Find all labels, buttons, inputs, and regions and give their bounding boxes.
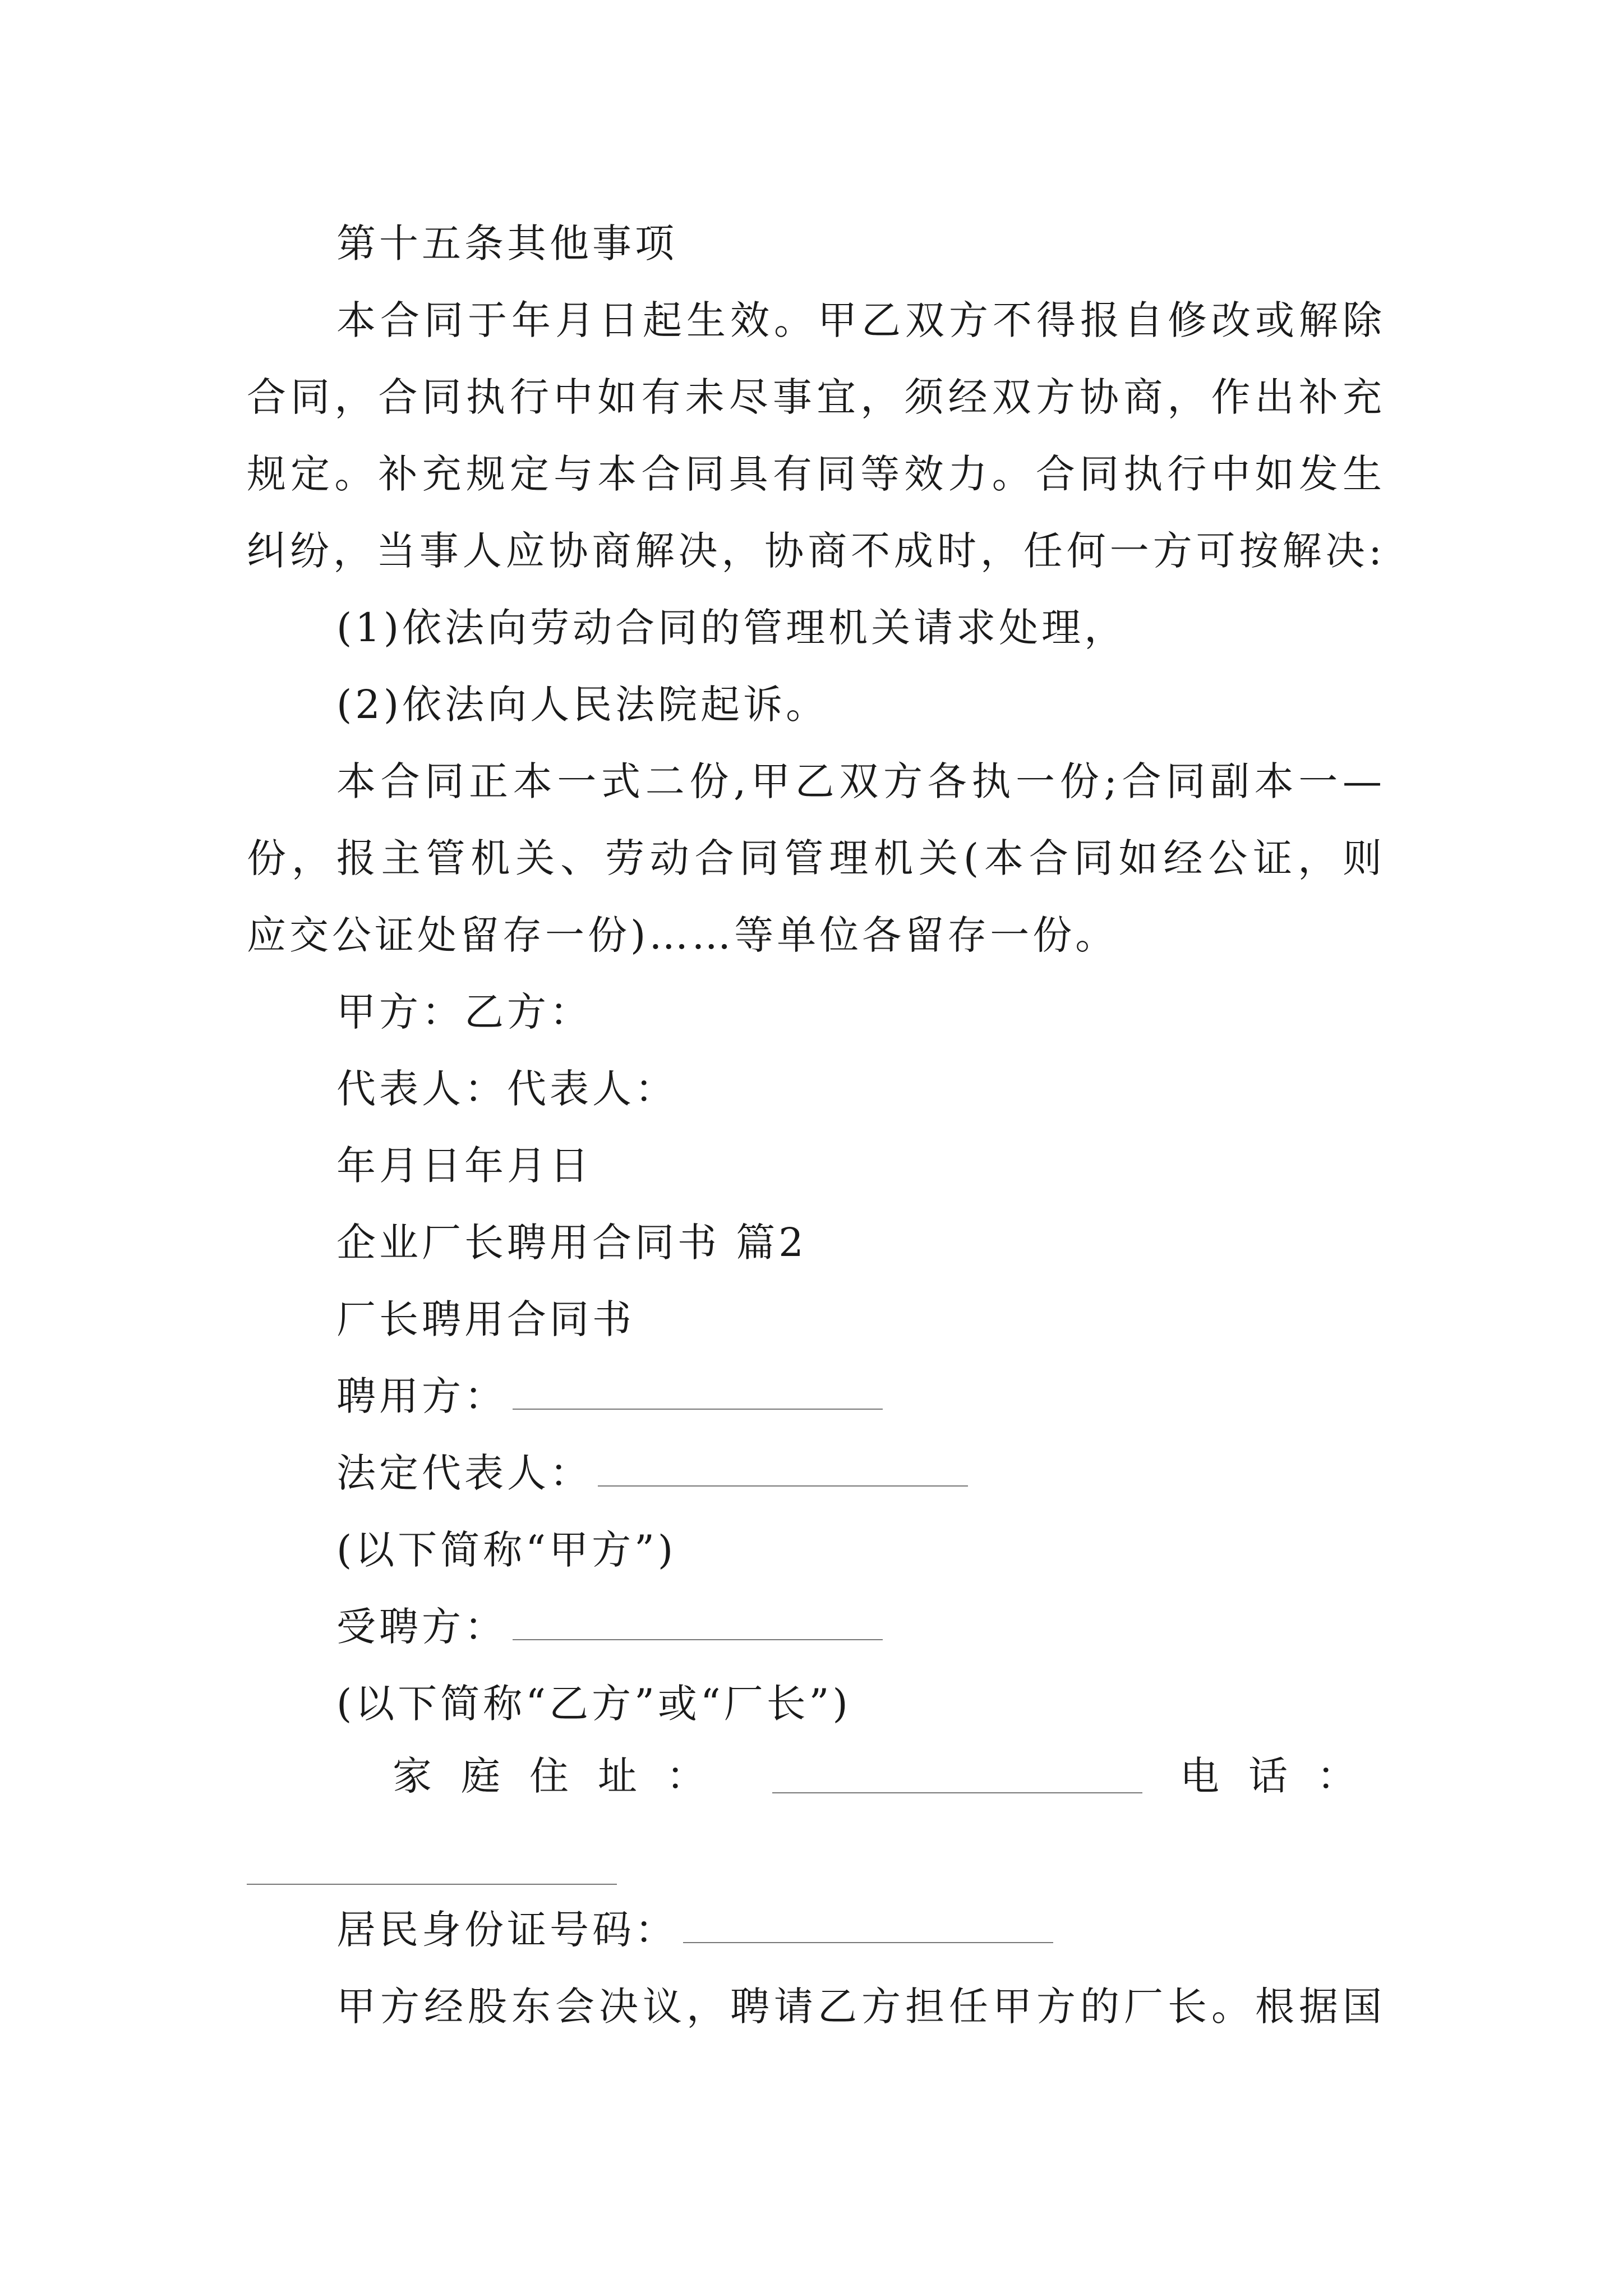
employer-blank xyxy=(513,1375,883,1410)
signature-representatives: 代表人：代表人： xyxy=(336,1066,677,1112)
employer-field xyxy=(336,1369,1385,1423)
legal-rep-field xyxy=(336,1446,1385,1500)
article-title: 企业厂长聘用合同书 篇2 xyxy=(336,1220,807,1266)
contract-title: 厂长聘用合同书 xyxy=(336,1296,635,1342)
paragraph-line: 本合同于年月日起生效。甲乙双方不得报自修改或解除 xyxy=(336,297,1385,343)
paragraph-line: 本合同正本一式二份,甲乙双方各执一份;合同副本一— xyxy=(336,758,1385,804)
employee-label: 受聘方： xyxy=(336,1604,507,1650)
id-number-blank xyxy=(683,1908,1053,1943)
paragraph-line: 份，报主管机关、劳动合同管理机关(本合同如经公证，则 xyxy=(247,835,1385,881)
paragraph-line: 纠纷，当事人应协商解决，协商不成时，任何一方可按解决: xyxy=(247,528,1385,574)
party-a-note: (以下简称“甲方”) xyxy=(336,1527,677,1573)
address-phone-row xyxy=(393,1749,1385,1803)
paragraph-line: 合同，合同执行中如有未尽事宜，须经双方协商，作出补充 xyxy=(247,374,1385,420)
paragraph-line: 规定。补充规定与本合同具有同等效力。合同执行中如发生 xyxy=(247,451,1385,497)
legal-rep-label: 法定代表人： xyxy=(336,1450,592,1496)
address-blank xyxy=(772,1759,1142,1793)
phone-blank xyxy=(247,1884,617,1885)
party-b-note: (以下简称“乙方”或“厂长”) xyxy=(336,1681,851,1727)
paragraph-line: 应交公证处留存一份)……等单位各留存一份。 xyxy=(247,912,1118,958)
section-heading: 第十五条其他事项 xyxy=(336,220,677,266)
id-number-label: 居民身份证号码： xyxy=(336,1907,677,1953)
paragraph-line: 甲方经股东会决议，聘请乙方担任甲方的厂长。根据国 xyxy=(336,1984,1385,2030)
list-item: (1)依法向劳动合同的管理机关请求处理， xyxy=(336,605,1127,651)
employee-field xyxy=(336,1600,1385,1654)
employee-blank xyxy=(513,1605,883,1640)
id-number-field xyxy=(336,1903,1385,1957)
employer-label: 聘用方： xyxy=(336,1373,507,1419)
signature-dates: 年月日年月日 xyxy=(336,1143,592,1189)
signature-parties: 甲方：乙方： xyxy=(336,989,592,1035)
phone-label: 电话： xyxy=(1180,1753,1385,1799)
legal-rep-blank xyxy=(598,1452,968,1487)
address-label: 家庭住址： xyxy=(393,1753,735,1799)
list-item: (2)依法向人民法院起诉。 xyxy=(336,682,829,728)
